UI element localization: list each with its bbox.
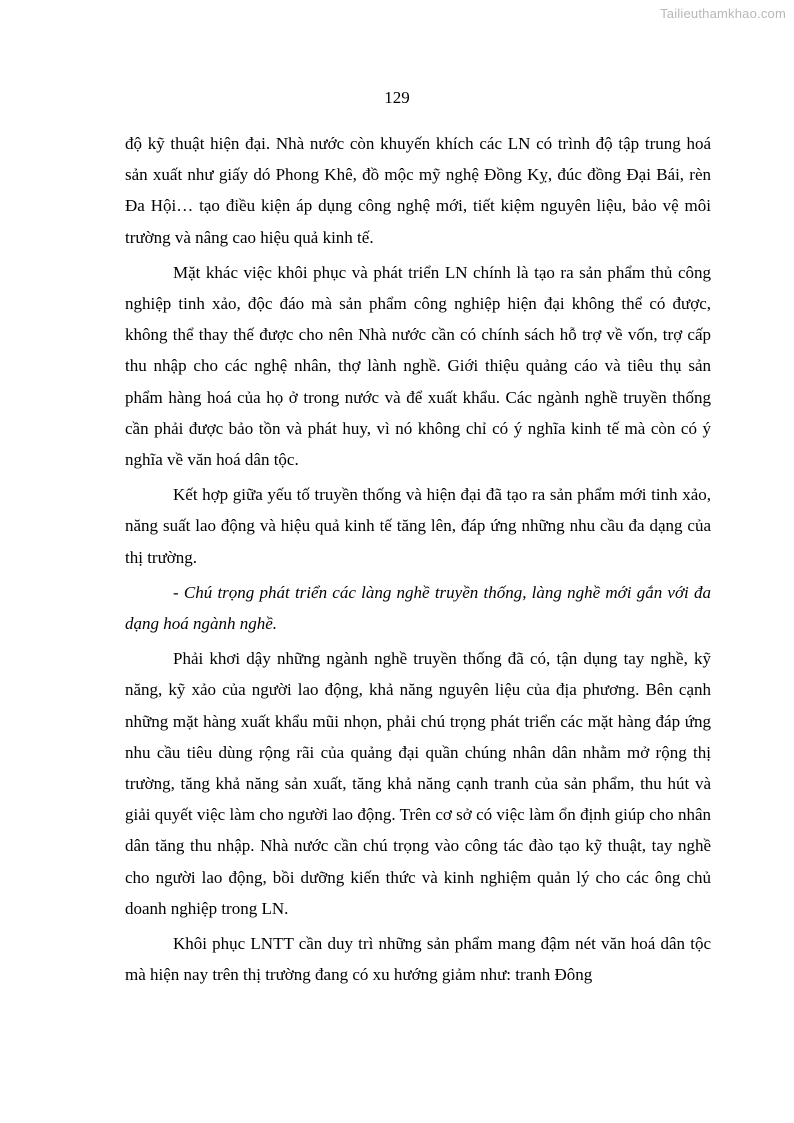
paragraph-restoration-support: Mặt khác việc khôi phục và phát triển LN chính là tạo ra sản phẩm thủ công nghiệp tinh xảo, độc đáo mà sản phẩm công nghiệp hiện đại không thể có được, không thể thay thế được cho nên Nhà nước cần có chính sách hỗ trợ về vốn, trợ cấp thu nhập cho các nghệ nhân, thợ lành nghề. Giới thiệu quảng cáo và tiêu thụ sản phẩm hàng hoá của họ ở trong nước và để xuất khẩu. Các ngành nghề truyền thống cần phải được bảo tồn và phát huy, vì nó không chỉ có ý nghĩa kinh tế mà còn có ý nghĩa về văn hoá dân tộc.	[125, 262, 711, 470]
paragraph-revive-industries: Phải khơi dậy những ngành nghề truyền thống đã có, tận dụng tay nghề, kỹ năng, kỹ xảo của người lao động, khả năng nguyên liệu của địa phương. Bên cạnh những mặt hàng xuất khẩu mũi nhọn, phải chú trọng phát triển các mặt hàng đáp ứng nhu cầu tiêu dùng rộng rãi của quảng đại quần chúng nhân dân nhằm mở rộng thị trường, tăng khả năng sản xuất, tăng khả năng cạnh tranh của sản phẩm, thu hút và giải quyết việc làm cho người lao động. Trên cơ sở có việc làm ổn định giúp cho nhân dân tăng thu nhập. Nhà nước cần chú trọng vào công tác đào tạo kỹ thuật, tay nghề cho người lao động, bồi dưỡng kiến thức và kinh nghiệm quản lý cho các ông chủ doanh nghiệp trong LN.	[125, 649, 711, 918]
paragraph-cultural-products: Khôi phục LNTT cần duy trì những sản phẩm mang đậm nét văn hoá dân tộc mà hiện nay trên thị trường đang có xu hướng giảm như: tranh Đông	[125, 934, 711, 985]
watermark-text: Tailieuthamkhao.com	[660, 6, 786, 21]
paragraph-continuation: độ kỹ thuật hiện đại. Nhà nước còn khuyến khích các LN có trình độ tập trung hoá sản xuất như giấy dó Phong Khê, đồ mộc mỹ nghệ Đồng Kỵ, đúc đồng Đại Bái, rèn Đa Hội… tạo điều kiện áp dụng công nghệ mới, tiết kiệm nguyên liệu, bảo vệ môi trường và nâng cao hiệu quả kinh tế.	[125, 134, 711, 247]
document-body	[125, 128, 711, 994]
page-number: 129	[384, 88, 410, 107]
paragraph-tradition-modern: Kết hợp giữa yếu tố truyền thống và hiện đại đã tạo ra sản phẩm mới tinh xảo, năng suất lao động và hiệu quả kinh tế tăng lên, đáp ứng những nhu cầu đa dạng của thị trường.	[125, 485, 711, 567]
section-heading-italic: - Chú trọng phát triển các làng nghề truyền thống, làng nghề mới gắn với đa dạng hoá ngành nghề.	[125, 582, 711, 634]
